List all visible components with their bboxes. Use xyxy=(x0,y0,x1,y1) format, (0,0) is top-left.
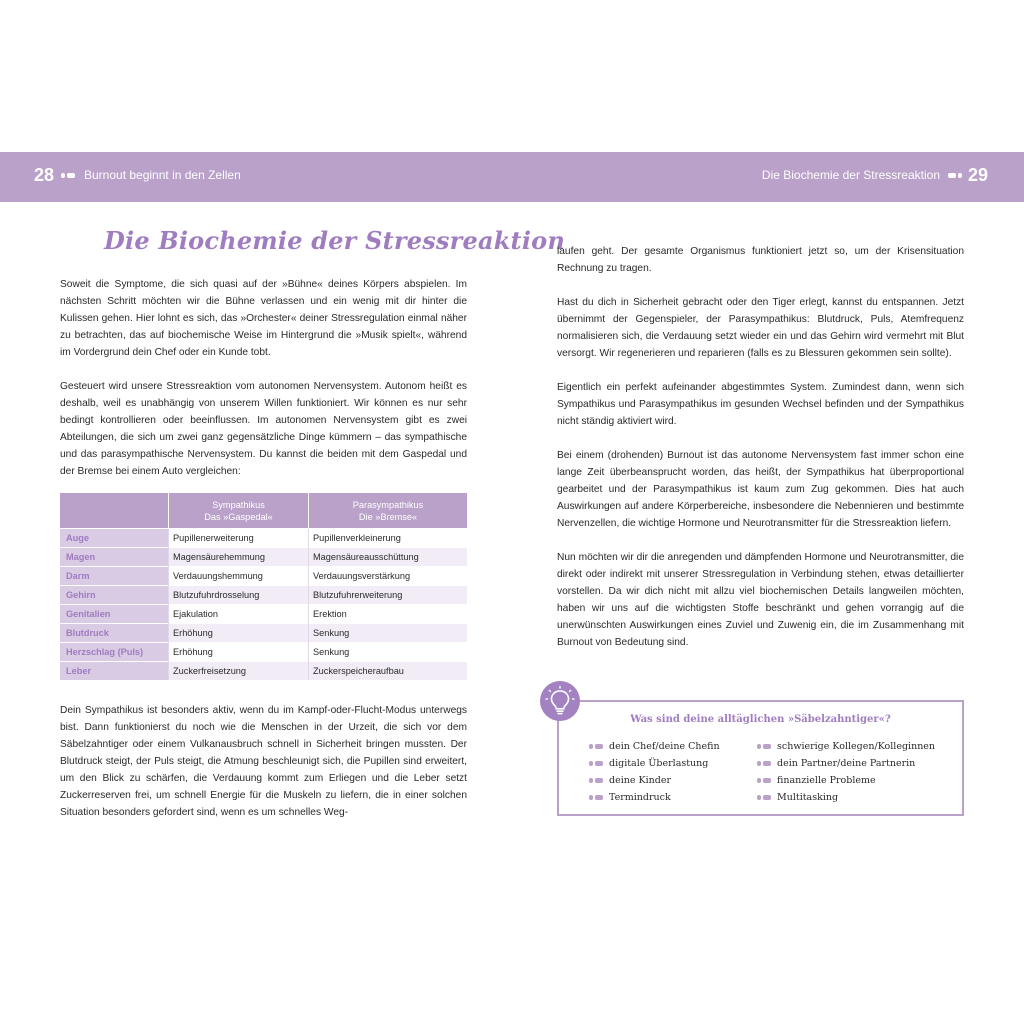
sympathikus-cell: Ejakulation xyxy=(169,605,309,624)
left-column-continuation xyxy=(60,702,467,838)
list-item-text: Multitasking xyxy=(777,792,839,803)
paragraph: laufen geht. Der gesamte Organismus funktioniert jetzt so, um der Krisensituation Rechnung zu tragen. xyxy=(557,246,964,274)
column-header-sympathikus xyxy=(169,493,309,529)
right-running-title: Die Biochemie der Stressreaktion xyxy=(761,168,940,182)
lightbulb-icon xyxy=(540,681,580,721)
info-list-left xyxy=(589,738,720,806)
parasympathikus-cell: Senkung xyxy=(309,624,467,643)
table-row xyxy=(60,662,467,681)
sympathikus-cell: Blutzufuhrdrosselung xyxy=(169,586,309,605)
organ-cell: Gehirn xyxy=(60,586,169,605)
right-page-number: 29 xyxy=(967,165,988,185)
table-row xyxy=(60,605,467,624)
double-dash-bullet-icon xyxy=(589,795,603,800)
section-heading: Die Biochemie der Stressreaktion xyxy=(104,226,565,255)
list-item xyxy=(757,789,935,806)
list-item xyxy=(589,789,720,806)
list-item-text: finanzielle Probleme xyxy=(777,775,876,786)
page-header-band xyxy=(0,152,1024,202)
paragraph: Dein Sympathikus ist besonders aktiv, wenn du im Kampf-oder-Flucht-Modus unterwegs bist. Dann funktionierst du noch wie die Menschen in der Urzeit, die sich vor dem Säbelzahntiger oder einem Vulkanausbruch schnell in Sicherheit bringen mussten. Der Blutdruck steigt, der Puls steigt, die Atmung beschleunigt sich, die Pupillen sind erweitert, um den Blick zu schärfen, die Verdauung kommt zum Erliegen und die Leber setzt Zuckerreserven frei, um schnell Energie für die Muskeln zu liefern, die in einer solchen Situation besonders gefordert sind, wenn es um schnelles Weg- xyxy=(60,705,467,818)
table-row xyxy=(60,586,467,605)
right-column xyxy=(557,243,964,668)
parasympathikus-cell: Zuckerspeicheraufbau xyxy=(309,662,467,681)
organ-cell: Leber xyxy=(60,662,169,681)
list-item-text: deine Kinder xyxy=(609,775,672,786)
table-row xyxy=(60,567,467,586)
list-item xyxy=(757,755,935,772)
sympathikus-cell: Magensäurehemmung xyxy=(169,548,309,567)
organ-cell: Auge xyxy=(60,529,169,548)
sympathikus-cell: Zuckerfreisetzung xyxy=(169,662,309,681)
table-row xyxy=(60,624,467,643)
list-item-text: schwierige Kollegen/Kolleginnen xyxy=(777,741,936,752)
info-list-right xyxy=(757,738,935,806)
column-header-parasympathikus xyxy=(309,493,467,529)
left-running-title: Burnout beginnt in den Zellen xyxy=(84,168,241,182)
list-item-text: dein Chef/deine Chefin xyxy=(609,741,720,752)
list-item-text: dein Partner/deine Partnerin xyxy=(777,758,916,769)
parasympathikus-cell: Magensäureausschüttung xyxy=(309,548,467,567)
organ-cell: Genitalien xyxy=(60,605,169,624)
paragraph: Nun möchten wir dir die anregenden und dämpfenden Hormone und Neurotransmitter, die direkt oder indirekt mit unserer Stressregulation in Verbindung stehen, etwas detaillierter vorstellen. Da wir dich nicht mit allzu viel biochemischen Details langweilen möchten, haben wir uns auf die wichtigsten Stoffe beschränkt und gehen vorrangig auf die unerwünschten Auswirkungen eines Zuviel und Zuwenig ein, die im Zusammenhang mit Burnout von Bedeutung sind. xyxy=(557,552,964,648)
organ-cell: Magen xyxy=(60,548,169,567)
saebelzahntiger-info-box xyxy=(557,700,964,816)
double-dash-marker-icon xyxy=(61,173,75,178)
column-header-subtitle: Die »Bremse« xyxy=(358,511,418,522)
list-item xyxy=(757,738,935,755)
table-row xyxy=(60,548,467,567)
double-dash-marker-icon xyxy=(948,173,962,178)
organ-cell: Herzschlag (Puls) xyxy=(60,643,169,662)
list-item xyxy=(589,772,720,789)
paragraph: Bei einem (drohenden) Burnout ist das autonome Nervensystem fast immer schon eine lange Zeit überbeansprucht worden, das heißt, der Sympathikus hat überproportional gearbeitet und der Parasympathikus ist kaum zum Zug gekommen. Dies hat auch Auswirkungen auf andere Körperbereiche, insbesondere die Nebennieren und bestimmte Nervenzellen, die wichtige Hormone und Neurotransmitter für die Stressreaktion liefern. xyxy=(557,450,964,529)
double-dash-bullet-icon xyxy=(589,744,603,749)
organ-cell: Darm xyxy=(60,567,169,586)
parasympathikus-cell: Senkung xyxy=(309,643,467,662)
parasympathikus-cell: Erektion xyxy=(309,605,467,624)
column-header-title: Sympathikus xyxy=(212,499,265,510)
sympathikus-cell: Erhöhung xyxy=(169,624,309,643)
left-page-number: 28 xyxy=(34,165,55,185)
double-dash-bullet-icon xyxy=(589,761,603,766)
paragraph: Soweit die Symptome, die sich quasi auf der »Bühne« deines Körpers abspielen. Im nächsten Schritt möchten wir die Bühne verlassen und ein wenig mit dir hinter die Kulissen gehen. Hier lohnt es sich, das »Orchester« deiner Stressregulation einmal näher zu betrachten, das auf biochemische Weise im Hintergrund die »Musik spielt«, während im Vordergrund dein Chef oder ein Kunde tobt. xyxy=(60,279,467,358)
list-item-text: Termindruck xyxy=(609,792,671,803)
parasympathikus-cell: Pupillenverkleinerung xyxy=(309,529,467,548)
paragraph: Eigentlich ein perfekt aufeinander abgestimmtes System. Zumindest dann, wenn sich Sympathikus und Parasympathikus im gesunden Wechsel befinden und der Sympathikus nicht ständig aktiviert wird. xyxy=(557,382,964,427)
double-dash-bullet-icon xyxy=(589,778,603,783)
table-row xyxy=(60,643,467,662)
list-item xyxy=(589,755,720,772)
paragraph: Gesteuert wird unsere Stressreaktion vom autonomen Nervensystem. Autonom heißt es deshalb, weil es unabhängig von unserem Willen funktioniert. Wir können es nur sehr bedingt kontrollieren oder beeinflussen. Im autonomen Nervensystem gibt es zwei Abteilungen, die sich um zwei ganz gegensätzliche Dinge kümmern – das sympathische und das parasympathische Nervensystem. Du kannst die beiden mit dem Gaspedal und der Bremse bei einem Auto vergleichen: xyxy=(60,381,467,477)
double-dash-bullet-icon xyxy=(757,761,771,766)
info-box-title: Was sind deine alltäglichen »Säbelzahntiger«? xyxy=(630,714,891,725)
paragraph: Hast du dich in Sicherheit gebracht oder den Tiger erlegt, kannst du entspannen. Jetzt übernimmt der Gegenspieler, der Parasympathikus: Blutdruck, Puls, Atemfrequenz normalisieren sich, die Verdauung setzt wieder ein und das Gehirn wird vermehrt mit Blut versorgt. Wir regenerieren und reparieren (falls es zu Blessuren gekommen sein sollte). xyxy=(557,297,964,359)
double-dash-bullet-icon xyxy=(757,795,771,800)
double-dash-bullet-icon xyxy=(757,778,771,783)
list-item xyxy=(589,738,720,755)
organ-cell: Blutdruck xyxy=(60,624,169,643)
sympathikus-cell: Erhöhung xyxy=(169,643,309,662)
column-header-title: Parasympathikus xyxy=(352,499,424,510)
table-corner-cell xyxy=(60,493,169,529)
sympathikus-cell: Pupillenerweiterung xyxy=(169,529,309,548)
table-row xyxy=(60,529,467,548)
left-column-intro xyxy=(60,276,467,497)
list-item-text: digitale Überlastung xyxy=(609,758,709,769)
sympathikus-cell: Verdauungshemmung xyxy=(169,567,309,586)
table-header-row xyxy=(60,493,467,529)
parasympathikus-cell: Blutzufuhrerweiterung xyxy=(309,586,467,605)
list-item xyxy=(757,772,935,789)
parasympathikus-cell: Verdauungsverstärkung xyxy=(309,567,467,586)
sympathikus-parasympathikus-table xyxy=(60,493,467,680)
double-dash-bullet-icon xyxy=(757,744,771,749)
column-header-subtitle: Das »Gaspedal« xyxy=(204,511,273,522)
